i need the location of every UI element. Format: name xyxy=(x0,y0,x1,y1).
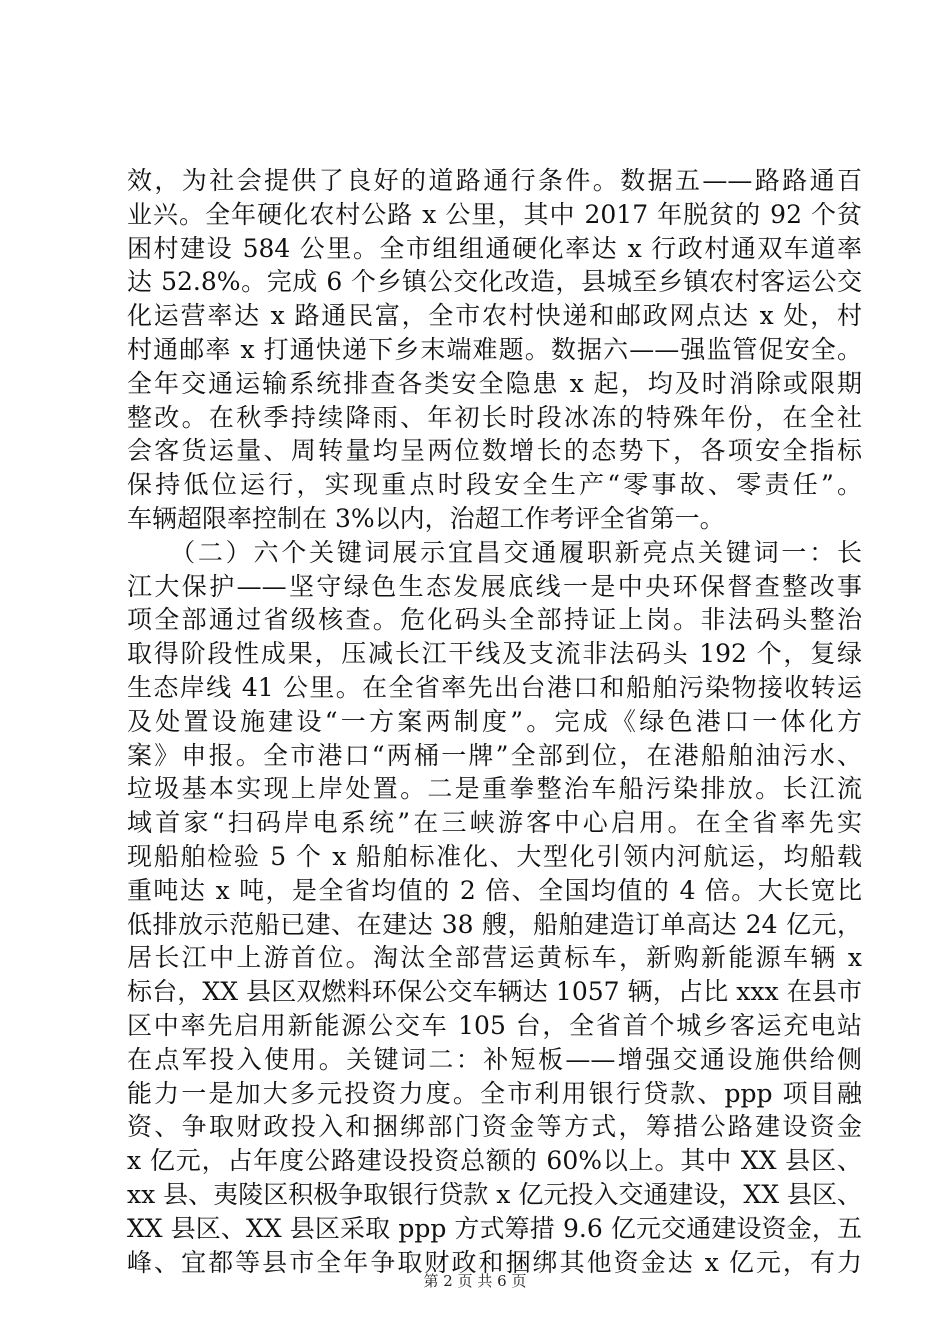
text-line: （二）六个关键词展示宜昌交通履职新亮点关键词一：长 xyxy=(127,537,862,567)
text-line: xx 县、夷陵区积极争取银行贷款 x 亿元投入交通建设，XX 县区、 xyxy=(127,1179,862,1209)
text-line: 低排放示范船已建、在建达 38 艘，船舶建造订单高达 24 亿元， xyxy=(127,909,862,939)
text-line: 项全部通过省级核查。危化码头全部持证上岗。非法码头整治 xyxy=(127,605,862,635)
text-line: XX 县区、XX 县区采取 ppp 方式筹措 9.6 亿元交通建设资金，五 xyxy=(127,1213,862,1243)
text-line: 困村建设 584 公里。全市组组通硬化率达 x 行政村通双车道率 xyxy=(127,233,862,263)
text-line: 车辆超限率控制在 3%以内，治超工作考评全省第一。 xyxy=(127,503,725,533)
text-line: 区中率先启用新能源公交车 105 台，全省首个城乡客运充电站 xyxy=(127,1010,862,1040)
text-line: 化运营率达 x 路通民富，全市农村快递和邮政网点达 x 处，村 xyxy=(127,301,862,331)
text-line: 垃圾基本实现上岸处置。二是重拳整治车船污染排放。长江流 xyxy=(127,774,862,804)
text-line: 保持低位运行，实现重点时段安全生产“零事故、零责任”。 xyxy=(127,470,862,500)
text-line: 业兴。全年硬化农村公路 x 公里，其中 2017 年脱贫的 92 个贫 xyxy=(127,199,862,229)
text-line: 村通邮率 x 打通快递下乡末端难题。数据六——强监管促安全。 xyxy=(127,334,862,364)
text-line: 在点军投入使用。关键词二：补短板——增强交通设施供给侧 xyxy=(127,1044,862,1074)
text-line: 重吨达 x 吨，是全省均值的 2 倍、全国均值的 4 倍。大长宽比 xyxy=(127,875,862,905)
text-line: 资、争取财政投入和捆绑部门资金等方式，筹措公路建设资金 xyxy=(127,1112,862,1142)
text-line: x 亿元，占年度公路建设投资总额的 60%以上。其中 XX 县区、 xyxy=(127,1146,862,1176)
text-line: 全年交通运输系统排查各类安全隐患 x 起，均及时消除或限期 xyxy=(127,368,862,398)
text-line: 峰、宜都等县市全年争取财政和捆绑其他资金达 x 亿元，有力 xyxy=(127,1247,862,1277)
text-line: 案》申报。全市港口“两桶一牌”全部到位，在港船舶油污水、 xyxy=(127,740,862,770)
text-line: 域首家“扫码岸电系统”在三峡游客中心启用。在全省率先实 xyxy=(127,808,862,838)
text-line: 能力一是加大多元投资力度。全市利用银行贷款、ppp 项目融 xyxy=(127,1078,862,1108)
text-line: 达 52.8%。完成 6 个乡镇公交化改造，县城至乡镇农村客运公交 xyxy=(127,267,862,297)
text-line: 会客货运量、周转量均呈两位数增长的态势下，各项安全指标 xyxy=(127,436,862,466)
text-line: 效，为社会提供了良好的道路通行条件。数据五——路路通百 xyxy=(127,166,862,195)
text-line: 标台，XX 县区双燃料环保公交车辆达 1057 辆，占比 xxx 在县市 xyxy=(127,977,862,1007)
text-line: 现船舶检验 5 个 x 船舶标准化、大型化引领内河航运，均船载 xyxy=(127,841,862,871)
text-line: 取得阶段性成果，压减长江干线及支流非法码头 192 个，复绿 xyxy=(127,639,862,669)
page-footer: 第 2 页 共 6 页 xyxy=(423,1272,527,1290)
text-line: 生态岸线 41 公里。在全省率先出台港口和船舶污染物接收转运 xyxy=(127,672,862,702)
text-line: 及处置设施建设“一方案两制度”。完成《绿色港口一体化方 xyxy=(127,706,862,736)
body-text xyxy=(127,164,862,1279)
text-line: 整改。在秋季持续降雨、年初长时段冰冻的特殊年份，在全社 xyxy=(127,402,862,432)
text-line: 居长江中上游首位。淘汰全部营运黄标车，新购新能源车辆 x xyxy=(127,943,862,973)
text-line: 江大保护——坚守绿色生态发展底线一是中央环保督查整改事 xyxy=(127,571,862,601)
